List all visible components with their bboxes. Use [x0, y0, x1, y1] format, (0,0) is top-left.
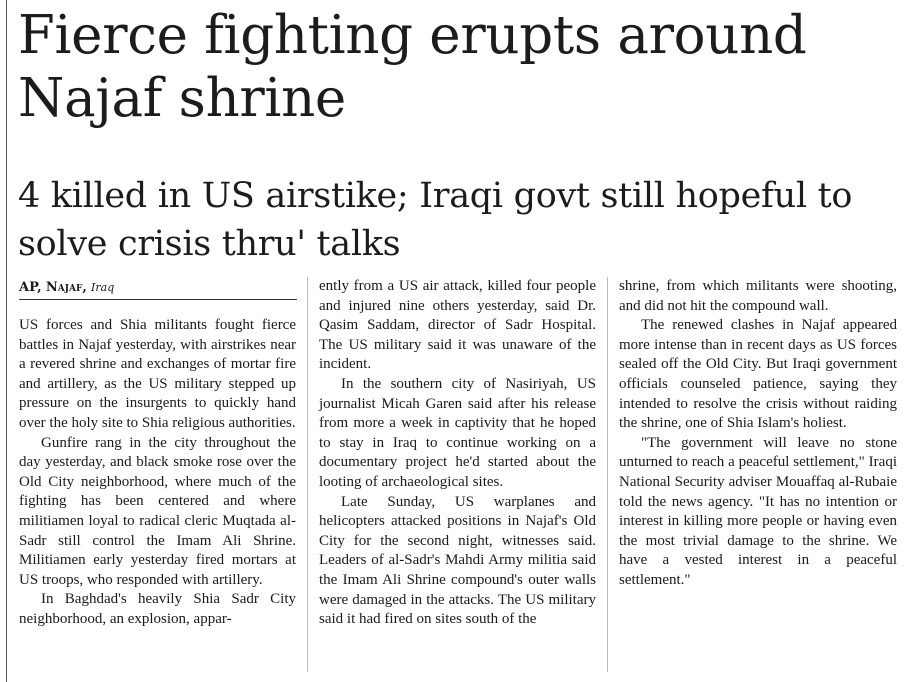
headline: Fierce fighting erupts around Najaf shrine: [18, 5, 807, 129]
column-divider: [607, 277, 608, 672]
subhead: 4 killed in US airstike; Iraqi govt still hopeful to solve crisis thru' talks: [18, 176, 853, 264]
byline-country: Iraq: [91, 281, 115, 294]
byline-agency: AP,: [19, 280, 42, 295]
paragraph: In the southern city of Nasiriyah, US journalist Micah Garen said after his release from more a week in captivity that he hoped to stay in Iraq to continue working on a documentary project he'd started about the looting of archaeological sites.: [319, 375, 596, 490]
column-divider: [307, 277, 308, 672]
byline: [19, 279, 297, 300]
article-column-1: [19, 316, 296, 630]
article-column-2: [319, 277, 596, 630]
paragraph: "The government will leave no stone unturned to reach a peaceful settlement," Iraqi National Security adviser Mouaffaq al-Rubaie told the news agency. "It has no intention or interest in killing more people or having even the most trivial damage to the shrine. We have a vested interest in a peaceful settlement.": [619, 434, 897, 588]
paragraph: In Baghdad's heavily Shia Sadr City neighborhood, an explosion, appar-: [19, 591, 296, 627]
left-column-rule: [6, 0, 7, 682]
paragraph: shrine, from which militants were shooting, and did not hit the compound wall.: [619, 278, 897, 314]
paragraph: Late Sunday, US warplanes and helicopters attacked positions in Najaf's Old City for the second night, witnesses said. Leaders of al-Sadr's Mahdi Army militia said the Imam Ali Shrine compound's outer walls were damaged in the attacks. The US military said it had fired on sites south of the: [319, 493, 596, 628]
byline-city: Najaf,: [45, 280, 87, 295]
paragraph: Gunfire rang in the city throughout the day yesterday, and black smoke rose over the Old City neighborhood, where much of the fighting has been centered and where militiamen loyal to radical cleric Muqtada al-Sadr still control the Imam Ali Shrine. Militiamen early yesterday fired mortars at US troops, who responded with artillery.: [19, 434, 296, 588]
article-column-3: [619, 277, 897, 591]
paragraph: US forces and Shia militants fought fierce battles in Najaf yesterday, with airstrikes near a revered shrine and exchanges of mortar fire and artillery, as the US military stepped up pressure on the insurgents to quickly hand over the holy site to Shia religious authorities.: [19, 317, 296, 431]
paragraph: The renewed clashes in Najaf appeared more intense than in recent days as US forces sealed off the Old City. But Iraqi government officials counseled patience, saying they intended to resolve the crisis without raiding the shrine, one of Shia Islam's holiest.: [619, 317, 897, 432]
paragraph: ently from a US air attack, killed four people and injured nine others yesterday, said Dr. Qasim Saddam, director of Sadr Hospital. The US military said it was unaware of the incident.: [319, 278, 596, 373]
